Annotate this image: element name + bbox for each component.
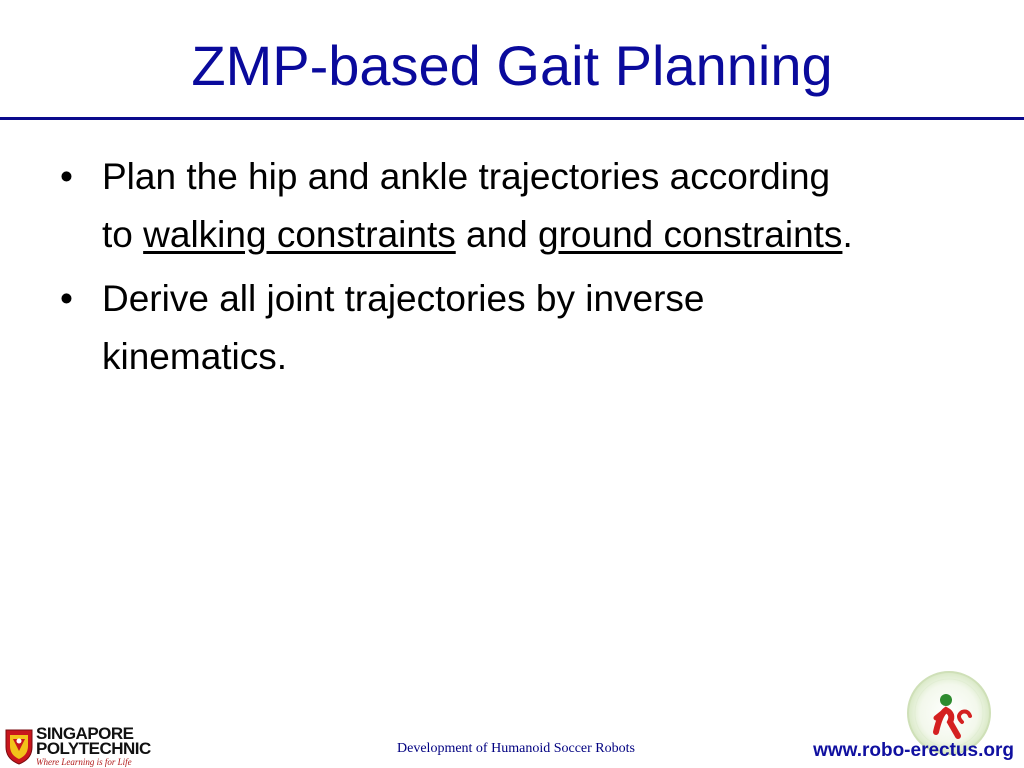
logo-tagline: Where Learning is for Life xyxy=(36,757,132,767)
bullet-marker: • xyxy=(60,156,73,197)
footer-title: Development of Humanoid Soccer Robots xyxy=(397,741,635,756)
bullet-text: . xyxy=(842,214,853,255)
slide-title: ZMP-based Gait Planning xyxy=(191,34,833,97)
bullet-item xyxy=(58,270,858,386)
bullet-text: Derive all joint trajectories by inverse kinematics. xyxy=(102,278,705,377)
website-url[interactable]: www.robo-erectus.org xyxy=(813,740,1014,761)
bullet-item xyxy=(58,148,858,264)
logo-line-1: SINGAPORE xyxy=(36,724,134,743)
bullet-marker: • xyxy=(60,278,73,319)
singapore-polytechnic-logo xyxy=(4,724,156,767)
logo-line-2: POLYTECHNIC xyxy=(36,739,151,758)
walking-constraints-text: walking constraints xyxy=(143,214,456,255)
bullet-text: Plan the hip and ankle trajectories according to xyxy=(102,156,831,255)
ground-constraints-text: ground constraints xyxy=(538,214,843,255)
crest-icon xyxy=(4,727,34,765)
bullet-text: and xyxy=(455,214,539,255)
bullet-list xyxy=(58,148,858,392)
title-divider xyxy=(0,117,1024,120)
